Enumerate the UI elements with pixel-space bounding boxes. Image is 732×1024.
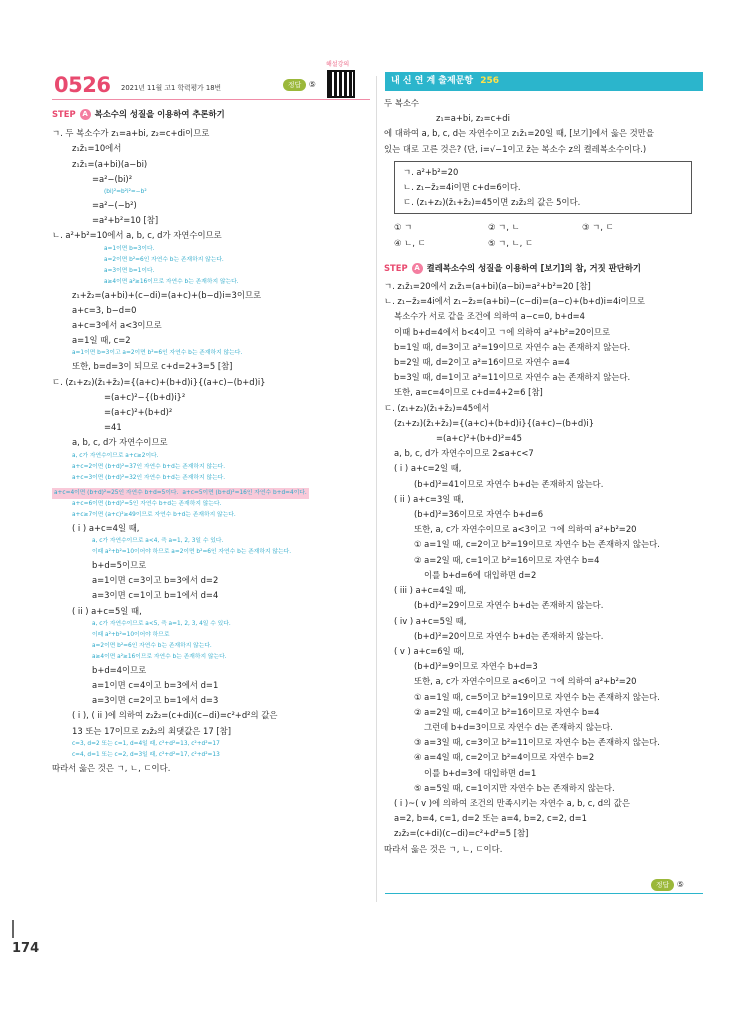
step-title: 켤레복소수의 성질을 이용하여 [보기]의 참, 거짓 판단하기 — [426, 262, 642, 273]
solution-line: b=1일 때, d=3이고 a²=19이므로 자연수 a는 존재하지 않는다. — [394, 341, 631, 352]
solution-line: ( iii ) a+c=4일 때, — [394, 585, 467, 596]
solution-line: a, c가 자연수이므로 a<5, 즉 a=1, 2, 3, 4일 수 있다. — [92, 620, 231, 627]
solution-line: z₁z̄₁=(a+bi)(a−bi) — [72, 158, 148, 169]
bogi-box — [394, 161, 692, 215]
answer-badge: 정답 — [651, 879, 674, 891]
header-divider — [52, 99, 370, 100]
qr-code-icon[interactable] — [327, 70, 355, 98]
solution-line: a=1이면 b=3이고 a=2이면 b²=6인 자연수 b는 존재하지 않는다. — [72, 350, 243, 357]
solution-line: =(a+c)²+(b+d)² — [104, 407, 173, 418]
solution-line: ㄷ. (z₁+z₂)(z̄₁+z̄₂)=45에서 — [384, 402, 490, 413]
solution-line: a=3이면 c=2이고 b=1에서 d=3 — [92, 695, 219, 706]
solution-line: 이때 a²+b²=10이어야 하므로 — [92, 631, 170, 638]
solution-line: z₁z̄₁=10에서 — [72, 143, 122, 154]
solution-line: 이때 a²+b²=10이어야 하므로 a=2이면 b²=6인 자연수 b는 존재하지 않는다. — [92, 549, 292, 556]
solution-line: ② a=2일 때, c=4이고 b²=16이므로 자연수 b=4 — [414, 706, 600, 717]
solution-line: b=2일 때, d=2이고 a²=16이므로 자연수 a=4 — [394, 357, 570, 368]
solution-line: z₁+z̄₂=(a+bi)+(c−di)=(a+c)+(b−d)i=3이므로 — [72, 289, 262, 300]
choice-option[interactable]: ⑤ ㄱ, ㄴ, ㄷ — [488, 237, 534, 248]
solution-line: 또한, a=c=4이므로 c+d=4+2=6 [참] — [394, 387, 543, 398]
solution-line: 이때 b+d=4에서 b<4이고 ㄱ에 의하여 a²+b²=20이므로 — [394, 326, 611, 337]
solution-line: ⑤ a=5일 때, c=1이지만 자연수 b는 존재하지 않는다. — [414, 782, 615, 793]
solution-line: =a²−(−b²) — [92, 200, 137, 211]
solution-line: a, c가 자연수이므로 a<4, 즉 a=1, 2, 3일 수 있다. — [92, 538, 224, 545]
solution-line: a+c=6이면 (b+d)²=5인 자연수 b+d는 존재하지 않는다. — [72, 500, 222, 507]
solution-line: 따라서 옳은 것은 ㄱ, ㄴ, ㄷ이다. — [52, 762, 171, 773]
choice-option[interactable]: ③ ㄱ, ㄷ — [582, 222, 614, 233]
column-divider — [376, 76, 377, 902]
solution-line: =41 — [104, 422, 122, 433]
solution-line: 13 또는 17이므로 z₂z̄₂의 최댓값은 17 [참] — [72, 725, 231, 736]
solution-line: =a²+b²=10 [참] — [92, 215, 159, 226]
solution-lines — [52, 126, 370, 776]
solution-line: a=2이면 b²=6인 자연수 b는 존재하지 않는다. — [104, 256, 224, 263]
solution-line: a, c가 자연수이므로 a+c≥2이다. — [72, 452, 159, 459]
solution-line: a+c≥7이면 (a+c)²≥49이므로 자연수 b+d는 존재하지 않는다. — [72, 511, 236, 518]
bogi-item: ㄱ. a²+b²=20 — [403, 166, 459, 177]
solution-line: a=1일 때, c=2 — [72, 335, 131, 346]
problem-line: 에 대하여 a, b, c, d는 자연수이고 z₁z̄₁=20일 때, [보기]에서 옳은 것만을 — [384, 128, 654, 139]
problem-statement — [384, 96, 702, 157]
solution-line: a=1이면 c=3이고 b=3에서 d=2 — [92, 575, 219, 586]
solution-line: (b+d)²=20이므로 자연수 b+d는 존재하지 않는다. — [414, 630, 604, 641]
solution-line: b+d=4이므로 — [92, 664, 147, 675]
solution-line: 또한, a, c가 자연수이므로 a<6이고 ㄱ에 의하여 a²+b²=20 — [414, 676, 637, 687]
solution-line: (b+d)²=29이므로 자연수 b+d는 존재하지 않는다. — [414, 600, 604, 611]
solution-line: ( i ), ( ii )에 의하여 z₂z̄₂=(c+di)(c−di)=c²+d²의 값은 — [72, 710, 278, 721]
related-label: 내 신 연 계 출제문항 — [391, 76, 474, 86]
step-letter: A — [412, 263, 423, 274]
problem-line: z₁=a+bi, z₂=c+di — [436, 113, 510, 124]
solution-line: ㄱ. z₁z̄₁=20에서 z₁z̄₁=(a+bi)(a−bi)=a²+b²=20 [참] — [384, 281, 591, 292]
solution-line: a+c=2이면 (b+d)²=37인 자연수 b+d는 존재하지 않는다. — [72, 463, 226, 470]
related-problem-banner — [385, 72, 703, 91]
solution-line: 이를 b+d=3에 대입하면 d=1 — [424, 767, 537, 778]
choice-option[interactable]: ④ ㄴ, ㄷ — [394, 237, 426, 248]
solution-line: b+d=5이므로 — [92, 560, 147, 571]
solution-line: ④ a=4일 때, c=2이고 b²=4이므로 자연수 b=2 — [414, 752, 595, 763]
solution-line: ㄴ. z₁−z̄₂=4i에서 z₁−z̄₂=(a+bi)−(c−di)=(a−c)+(b+d)i=4i이므로 — [384, 296, 645, 307]
answer-header — [283, 79, 316, 91]
solution-line: a=2이면 b²=6인 자연수 b는 존재하지 않는다. — [92, 642, 212, 649]
bogi-item: ㄴ. z₁−z̄₂=4i이면 c+d=6이다. — [403, 182, 521, 193]
solution-line: a+c=3에서 a<3이므로 — [72, 320, 162, 331]
solution-line: 또한, b=d=3이 되므로 c+d=2+3=5 [참] — [72, 361, 233, 372]
solution-line: z₂z̄₂=(c+di)(c−di)=c²+d²=5 [참] — [394, 828, 529, 839]
solution-line: ( v ) a+c=6일 때, — [394, 645, 465, 656]
qr-label: 해설강의 — [326, 61, 350, 68]
solution-line: ( ii ) a+c=5일 때, — [72, 605, 142, 616]
solution-line: ( i )~( v )에 의하여 조건의 만족시키는 자연수 a, b, c, d의 값은 — [394, 797, 630, 808]
answer-badge: 정답 — [283, 79, 306, 91]
solution-line: a+c=3이면 (b+d)²=32인 자연수 b+d는 존재하지 않는다. — [72, 474, 226, 481]
problem-line: 있는 대로 고른 것은? (단, i=√−1이고 z̄는 복소수 z의 켤레복소수이다.) — [384, 143, 647, 154]
left-column — [52, 107, 370, 776]
solution-line: a≥4이면 a²≥16이므로 자연수 b는 존재하지 않는다. — [92, 653, 227, 660]
solution-line: (b+d)²=36이므로 자연수 b+d=6 — [414, 509, 544, 520]
solution-line: ㄱ. 두 복소수가 z₁=a+bi, z₂=c+di이므로 — [52, 128, 210, 139]
step-heading — [52, 107, 370, 122]
footer-divider — [385, 893, 703, 894]
problem-line: 두 복소수 — [384, 98, 420, 108]
solution-line: 그런데 b+d=3이므로 자연수 d는 존재하지 않는다. — [424, 721, 613, 732]
solution-line: (b+d)²=41이므로 자연수 b+d는 존재하지 않는다. — [414, 478, 604, 489]
solution-line: 복소수가 서로 같을 조건에 의하여 a−c=0, b+d=4 — [394, 311, 585, 322]
solution-line: =a²−(bi)² — [92, 173, 133, 184]
solution-line: (z₁+z₂)(z̄₁+z̄₂)={(a+c)+(b+d)i}{(a+c)−(b+d)i} — [394, 417, 595, 428]
solution-line: ③ a=3일 때, c=3이고 b²=11이므로 자연수 b는 존재하지 않는다. — [414, 737, 660, 748]
answer-value: ⑤ — [308, 80, 316, 89]
step-tag: STEP — [52, 109, 76, 119]
page-marker — [12, 920, 14, 938]
right-column — [384, 96, 702, 857]
solution-line: ( ii ) a+c=3일 때, — [394, 493, 464, 504]
solution-line: a=3이면 c=1이고 b=1에서 d=4 — [92, 590, 219, 601]
solution-line: ( iv ) a+c=5일 때, — [394, 615, 467, 626]
step-letter: A — [80, 109, 91, 120]
solution-line: ( i ) a+c=4일 때, — [72, 522, 140, 533]
choice-option[interactable]: ① ㄱ — [394, 222, 413, 233]
solution-line: a≥4이면 a²≥16이므로 자연수 b는 존재하지 않는다. — [104, 278, 239, 285]
solution-line: ㄷ. (z₁+z₂)(z̄₁+z̄₂)={(a+c)+(b+d)i}{(a+c)−(b+d)i} — [52, 376, 266, 387]
solution-line: (bi)²=b²i²=−b² — [104, 189, 147, 196]
step-tag: STEP — [384, 262, 408, 273]
problem-source: 2021년 11월 고1 학력평가 18번 — [121, 84, 222, 92]
solution-line: a+c=5이면 (b+d)²=16인 자연수 b+d=4이다. — [180, 488, 308, 499]
solution-line: ① a=1일 때, c=5이고 b²=19이므로 자연수 b는 존재하지 않는다. — [414, 691, 660, 702]
problem-number: 0526 — [54, 73, 111, 97]
solution-line: (b+d)²=9이므로 자연수 b+d=3 — [414, 661, 538, 672]
solution-line: 이를 b+d=6에 대입하면 d=2 — [424, 569, 537, 580]
solution-line: 또한, a, c가 자연수이므로 a<3이고 ㄱ에 의하여 a²+b²=20 — [414, 524, 637, 535]
solution-line: a, b, c, d가 자연수이므로 2≤a+c<7 — [394, 448, 534, 459]
step-title: 복소수의 성질을 이용하여 추론하기 — [94, 109, 225, 119]
solution-line: a=2, b=4, c=1, d=2 또는 a=4, b=2, c=2, d=1 — [394, 813, 587, 824]
page-number: 174 — [12, 941, 40, 956]
solution-line: a=1이면 c=4이고 b=3에서 d=1 — [92, 680, 219, 691]
solution-line: a+c=4이면 (b+d)²=25인 자연수 b+d=5이다. — [52, 488, 180, 499]
solution-line: c=4, d=1 또는 c=2, d=3일 때, c²+d²=17, c²+d²=13 — [72, 751, 220, 758]
solution-lines-right — [384, 279, 702, 857]
related-number: 256 — [480, 76, 500, 86]
solution-line: c=3, d=2 또는 c=1, d=4일 때, c²+d²=13, c²+d²=17 — [72, 740, 220, 747]
solution-line: ① a=1일 때, c=2이고 b²=19이므로 자연수 b는 존재하지 않는다. — [414, 539, 660, 550]
solution-line: ② a=2일 때, c=1이고 b²=16이므로 자연수 b=4 — [414, 554, 600, 565]
solution-line: a, b, c, d가 자연수이므로 — [72, 437, 168, 448]
solution-line: a=1이면 b=3이다. — [104, 245, 155, 252]
step-heading-right — [384, 261, 702, 276]
solution-line: ㄴ. a²+b²=10에서 a, b, c, d가 자연수이므로 — [52, 230, 222, 241]
answer-value: ⑤ — [676, 880, 684, 889]
solution-line: a=3이면 b=1이다. — [104, 267, 155, 274]
solution-line: =(a+c)²+(b+d)²=45 — [436, 433, 522, 444]
solution-line: b=3일 때, d=1이고 a²=11이므로 자연수 a는 존재하지 않는다. — [394, 372, 631, 383]
solution-line: =(a+c)²−{(b+d)i}² — [104, 391, 186, 402]
solution-line: a+c=3, b−d=0 — [72, 304, 137, 315]
answer-footer — [651, 879, 684, 891]
bogi-item: ㄷ. (z₁+z₂)(z̄₁+z̄₂)=45이면 z₂z̄₂의 값은 5이다. — [403, 197, 581, 208]
answer-choices — [384, 220, 702, 250]
choice-option[interactable]: ② ㄱ, ㄴ — [488, 222, 520, 233]
solution-line: 따라서 옳은 것은 ㄱ, ㄴ, ㄷ이다. — [384, 843, 503, 854]
solution-line: ( i ) a+c=2일 때, — [394, 463, 462, 474]
